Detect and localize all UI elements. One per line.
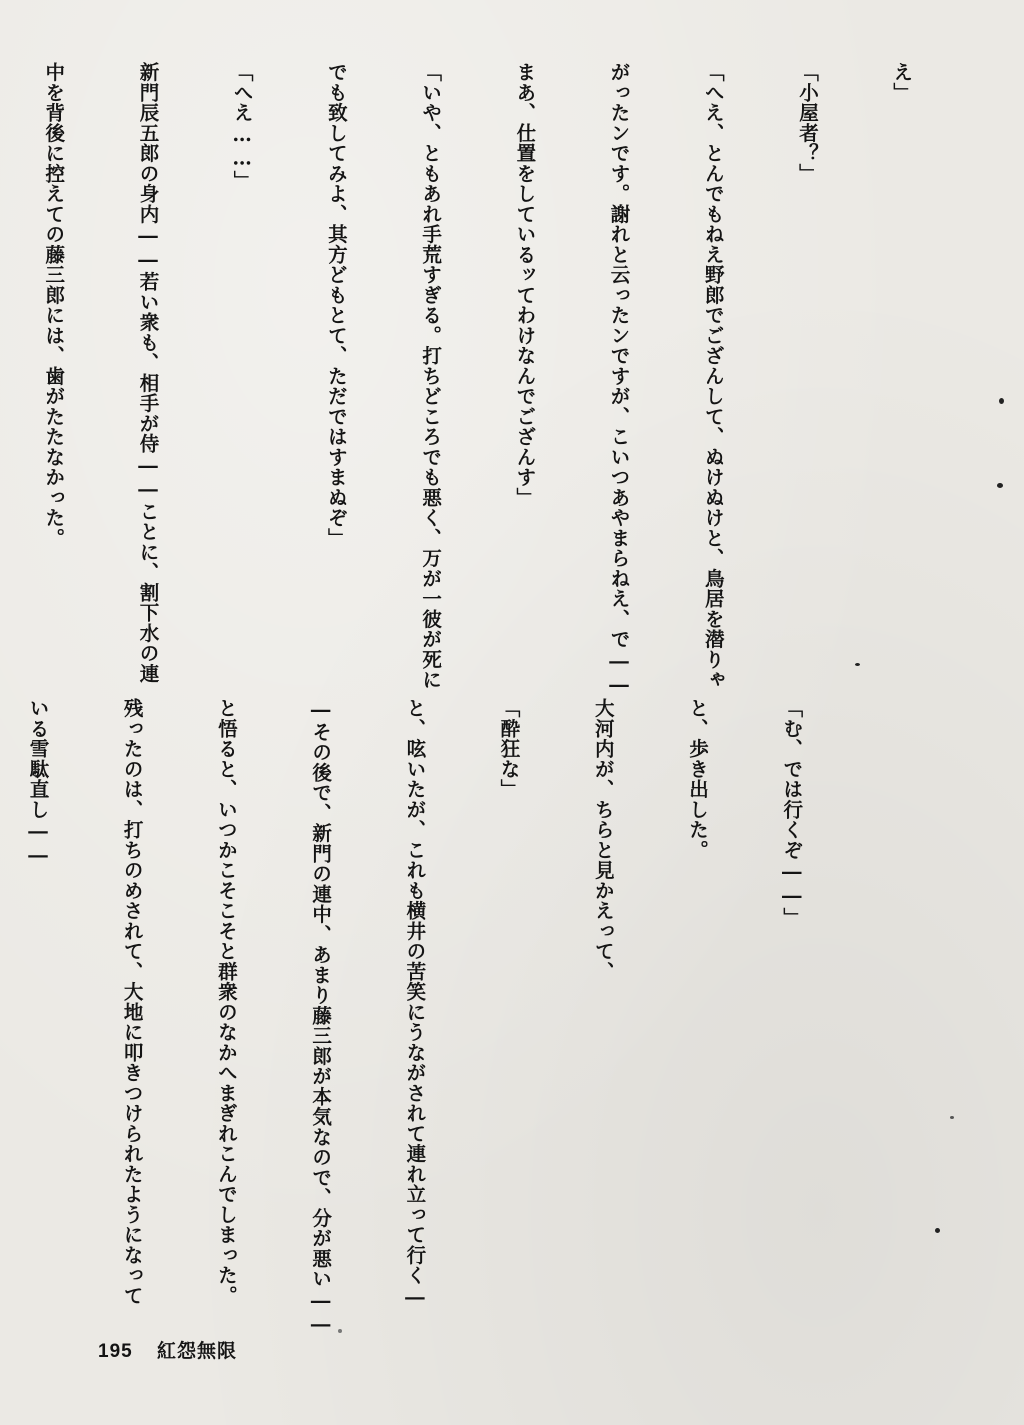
text-line: 中を背後に控えての藤三郎には、歯がたたなかった。 — [42, 62, 66, 548]
page-number: 195 — [98, 1341, 133, 1362]
text-line: 新門辰五郎の身内――若い衆も、相手が侍――ことに、割下水の連 — [136, 62, 160, 684]
ink-speck — [999, 398, 1004, 404]
text-line: 「へえ、とんでもねえ野郎でござんして、ぬけぬけと、鳥居を潜りゃ — [701, 62, 725, 690]
ink-speck — [997, 483, 1003, 488]
text-block-upper — [0, 62, 980, 702]
text-line: まあ、仕置をしているッてわけなんでござんす」 — [513, 62, 537, 508]
page-footer — [98, 1336, 237, 1363]
text-line: 「いや、ともあれ手荒すぎる。打ちどころでも悪く、万が一彼が死に — [419, 62, 443, 690]
text-block-lower — [0, 698, 870, 1337]
text-line: 「小屋者？」 — [795, 62, 819, 184]
text-line: と、呟いたが、これも横井の苦笑にうながされて連れ立って行く― — [403, 698, 427, 1309]
ink-speck — [950, 1116, 954, 1119]
text-line: と悟ると、いつかこそこそと群衆のなかへまぎれこんでしまった。 — [214, 698, 238, 1306]
text-line: 大河内が、ちらと見かえって、 — [591, 698, 615, 982]
book-title: 紅怨無限 — [156, 1341, 237, 1362]
text-line: 「へえ……」 — [230, 62, 254, 191]
ink-speck — [338, 1329, 342, 1333]
text-line: いる雪駄直し―― — [26, 698, 50, 867]
text-line: ―その後で、新門の連中、あまり藤三郎が本気なので、分が悪い―― — [309, 698, 333, 1337]
text-line: 「む、では行くぞ――」 — [780, 698, 804, 928]
text-line: と、歩き出した。 — [685, 698, 709, 860]
text-line: でも致してみよ、其方どもとて、ただではすまぬぞ」 — [324, 62, 348, 548]
ink-speck — [935, 1228, 940, 1233]
text-line: 「酔狂な」 — [497, 698, 521, 800]
text-line: え」 — [890, 62, 914, 103]
text-line: がったンです。謝れと云ったンですが、こいつあやまらねえ、で―― — [607, 62, 631, 697]
ink-speck — [855, 663, 860, 666]
text-line: 残ったのは、打ちのめされて、大地に叩きつけられたようになって — [120, 698, 144, 1306]
